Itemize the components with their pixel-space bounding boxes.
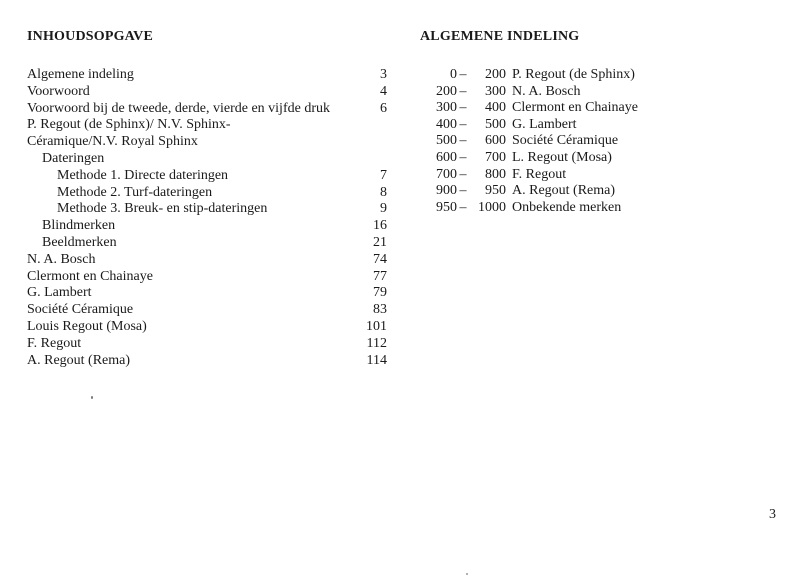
range-to: 400	[485, 100, 506, 116]
range-from: 900	[436, 183, 457, 199]
toc-entry-label: Voorwoord	[27, 83, 90, 99]
range-from: 400	[436, 116, 457, 132]
toc-entry-label: A. Regout (Rema)	[27, 352, 131, 368]
range-from: 500	[436, 133, 457, 149]
toc-list	[27, 67, 387, 369]
toc-entry	[27, 185, 387, 202]
toc-entry	[27, 336, 387, 353]
toc-entry-label: P. Regout (de Sphinx)/ N.V. Sphinx-Céramique/N.V. Royal Sphinx	[27, 117, 231, 150]
paper-speck	[91, 396, 93, 399]
range-dash: –	[459, 67, 467, 82]
range-dash: –	[459, 133, 467, 149]
toc-entry	[27, 252, 387, 269]
toc-entry	[27, 235, 387, 252]
range-from: 0	[450, 67, 457, 82]
toc-entry-label: Voorwoord bij de tweede, derde, vierde en vijfde druk	[27, 100, 330, 116]
range-dash: –	[459, 199, 467, 215]
range-dash: –	[459, 166, 467, 182]
range-manufacturer: Société Céramique	[512, 133, 619, 149]
toc-entry-label: Methode 3. Breuk- en stip-dateringen	[57, 201, 268, 217]
range-manufacturer: Onbekende merken	[512, 199, 622, 215]
toc-entry-label: F. Regout	[27, 335, 82, 351]
range-dash: –	[459, 83, 467, 99]
general-classification	[420, 28, 680, 216]
toc-entry	[27, 151, 387, 168]
toc-entry-page: 16	[373, 218, 387, 234]
toc-entry-page: 6	[380, 100, 387, 116]
range-dash: –	[459, 116, 467, 132]
toc-entry-label: Dateringen	[42, 150, 105, 166]
toc-entry-label: Clermont en Chainaye	[27, 268, 153, 284]
range-to: 800	[485, 166, 506, 182]
toc-entry-label: G. Lambert	[27, 285, 92, 301]
toc-entry-label: Beeldmerken	[42, 234, 117, 250]
toc-entry-page: 79	[373, 285, 387, 301]
range-manufacturer: F. Regout	[512, 166, 567, 182]
toc-entry-label: Louis Regout (Mosa)	[27, 318, 147, 334]
classification-row	[420, 133, 680, 150]
toc-entry	[27, 168, 387, 185]
range-from: 600	[436, 149, 457, 165]
paper-speck	[466, 573, 468, 575]
range-to: 300	[485, 83, 506, 99]
toc-entry	[27, 285, 387, 302]
toc-entry	[27, 84, 387, 101]
toc-entry	[27, 319, 387, 336]
classification-row	[420, 167, 680, 184]
range-to: 1000	[478, 199, 506, 215]
toc-entry	[27, 101, 387, 118]
toc-entry-page: 8	[380, 184, 387, 200]
range-from: 300	[436, 100, 457, 116]
range-to: 200	[485, 67, 506, 82]
classification-row	[420, 84, 680, 101]
toc-entry-label: Société Céramique	[27, 302, 134, 318]
classification-row	[420, 100, 680, 117]
toc-entry	[27, 201, 387, 218]
toc-entry-page: 112	[366, 335, 387, 351]
range-dash: –	[459, 149, 467, 165]
page-number: 3	[769, 507, 776, 522]
toc-entry-page: 114	[366, 352, 387, 368]
range-dash: –	[459, 100, 467, 116]
table-of-contents	[27, 28, 387, 369]
range-manufacturer: N. A. Bosch	[512, 83, 581, 99]
range-manufacturer: Clermont en Chainaye	[512, 100, 638, 116]
range-from: 950	[436, 199, 457, 215]
range-to: 700	[485, 149, 506, 165]
toc-entry-page: 3	[380, 67, 387, 82]
toc-entry-page: 4	[380, 83, 387, 99]
toc-entry-page: 83	[373, 302, 387, 318]
toc-entry	[27, 269, 387, 286]
range-from: 700	[436, 166, 457, 182]
toc-entry-page: 101	[366, 318, 387, 334]
range-manufacturer: G. Lambert	[512, 116, 577, 132]
toc-entry-label: N. A. Bosch	[27, 251, 96, 267]
classification-row	[420, 67, 680, 84]
classification-heading: ALGEMENE INDELING	[420, 29, 580, 44]
toc-entry-label: Blindmerken	[42, 218, 116, 234]
toc-entry-label: Algemene indeling	[27, 67, 134, 82]
classification-list	[420, 67, 680, 216]
classification-row	[420, 200, 680, 217]
range-to: 500	[485, 116, 506, 132]
toc-entry-label: Methode 2. Turf-dateringen	[57, 184, 213, 200]
range-to: 950	[485, 183, 506, 199]
toc-entry-page: 77	[373, 268, 387, 284]
toc-entry-page: 7	[380, 167, 387, 183]
toc-heading: INHOUDSOPGAVE	[27, 29, 154, 44]
range-from: 200	[436, 83, 457, 99]
toc-entry	[27, 302, 387, 319]
toc-entry	[27, 353, 387, 370]
toc-entry-page: 74	[373, 251, 387, 267]
range-to: 600	[485, 133, 506, 149]
toc-entry-page: 21	[373, 234, 387, 250]
classification-row	[420, 117, 680, 134]
range-dash: –	[459, 183, 467, 199]
range-manufacturer: L. Regout (Mosa)	[512, 149, 612, 165]
toc-entry-label: Methode 1. Directe dateringen	[57, 167, 229, 183]
classification-row	[420, 150, 680, 167]
range-manufacturer: P. Regout (de Sphinx)	[512, 67, 635, 82]
toc-entry	[27, 117, 387, 151]
toc-entry-page: 9	[380, 201, 387, 217]
classification-row	[420, 183, 680, 200]
toc-entry	[27, 67, 387, 84]
toc-entry	[27, 218, 387, 235]
range-manufacturer: A. Regout (Rema)	[512, 183, 616, 199]
